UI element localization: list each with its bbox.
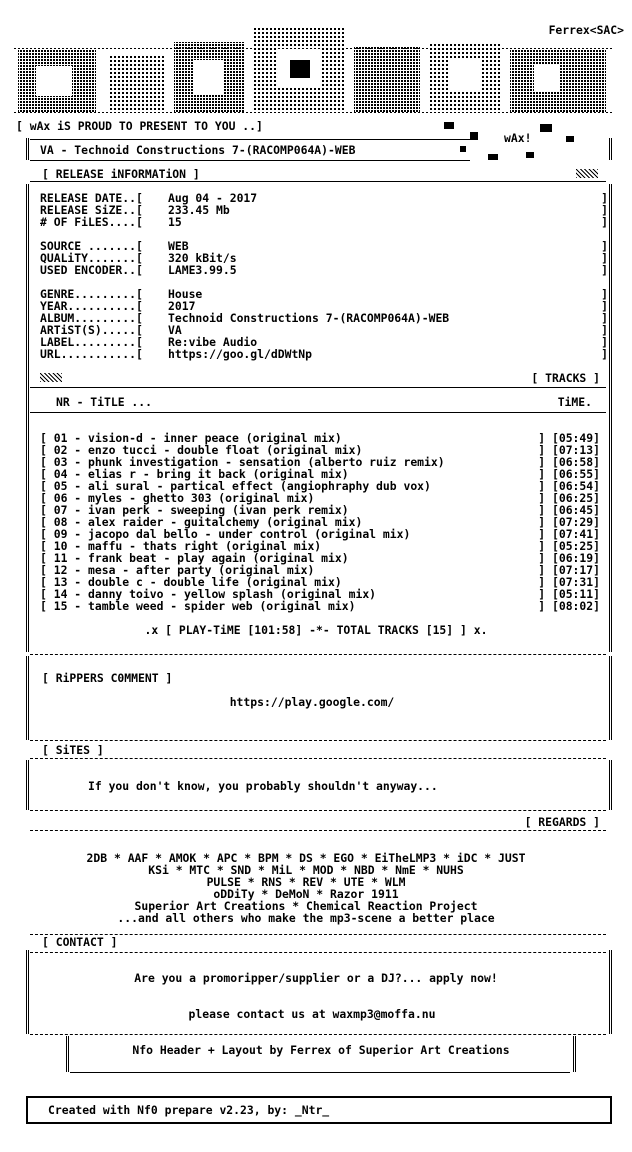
- info-bracket: ]: [601, 335, 608, 349]
- contact-frame: [26, 950, 612, 1034]
- info-value: 2017: [168, 299, 196, 313]
- info-label: GENRE.........[: [40, 287, 143, 301]
- info-value: WEB: [168, 239, 189, 253]
- track-time: ] [05:25]: [538, 539, 600, 553]
- track-time: ] [08:02]: [538, 599, 600, 613]
- release-info-heading: [ RELEASE iNFORMATiON ]: [42, 167, 200, 181]
- contact-line-1: Are you a promoripper/supplier or a DJ?... apply now!: [134, 971, 498, 985]
- track-title: [ 15 - tamble weed - spider web (original mix): [40, 599, 356, 613]
- info-value: House: [168, 287, 203, 301]
- info-label: SOURCE .......[: [40, 239, 143, 253]
- regards-line: ...and all others who make the mp3-scene a better place: [117, 911, 495, 925]
- proud-banner: [ wAx iS PROUD TO PRESENT TO YOU ..]: [16, 119, 263, 133]
- regards-line: PULSE * RNS * REV * UTE * WLM: [206, 875, 406, 889]
- regards-line: 2DB * AAF * AMOK * APC * BPM * DS * EGO * EiTheLMP3 * iDC * JUST: [86, 851, 526, 865]
- track-time: ] [07:31]: [538, 575, 600, 589]
- track-title: [ 11 - frank beat - play again (original mix): [40, 551, 349, 565]
- wax-tag: wAx!: [504, 131, 532, 145]
- layout-credit: Nfo Header + Layout by Ferrex of Superior Art Creations: [132, 1043, 510, 1057]
- track-time: ] [07:13]: [538, 443, 600, 457]
- track-row: [40, 600, 600, 612]
- info-value: LAME3.99.5: [168, 263, 237, 277]
- info-label: QUALiTY.......[: [40, 251, 143, 265]
- comment-heading: [ RiPPERS C0MMENT ]: [42, 671, 173, 685]
- track-time: ] [06:54]: [538, 479, 600, 493]
- track-title: [ 04 - elias r - bring it back (original mix): [40, 467, 349, 481]
- regards-line: KSi * MTC * SND * MiL * MOD * NBD * NmE * NUHS: [148, 863, 464, 877]
- info-bracket: ]: [601, 287, 608, 301]
- track-title: [ 10 - maffu - thats right (original mix): [40, 539, 322, 553]
- info-bracket: ]: [601, 323, 608, 337]
- track-time: ] [06:25]: [538, 491, 600, 505]
- sites-text: If you don't know, you probably shouldn't anyway...: [88, 779, 438, 793]
- info-value: Aug 04 - 2017: [168, 191, 258, 205]
- info-label: URL...........[: [40, 347, 143, 361]
- sites-heading: [ SiTES ]: [42, 743, 104, 757]
- regards-line: oDDiTy * DeMoN * Razor 1911: [213, 887, 399, 901]
- contact-line-2: please contact us at waxmp3@moffa.nu: [188, 1007, 436, 1021]
- info-label: USED ENCODER..[: [40, 263, 143, 277]
- info-label: YEAR..........[: [40, 299, 143, 313]
- track-title: [ 12 - mesa - after party (original mix): [40, 563, 315, 577]
- track-time: ] [06:55]: [538, 467, 600, 481]
- track-time: ] [06:58]: [538, 455, 600, 469]
- info-label: ARTiST(S).....[: [40, 323, 143, 337]
- info-row: [40, 264, 608, 276]
- track-title: [ 09 - jacopo dal bello - under control (original mix): [40, 527, 411, 541]
- info-bracket: ]: [601, 251, 608, 265]
- track-title: [ 13 - double c - double life (original mix): [40, 575, 342, 589]
- track-time: ] [05:11]: [538, 587, 600, 601]
- track-time: ] [06:19]: [538, 551, 600, 565]
- info-bracket: ]: [601, 311, 608, 325]
- track-time: ] [07:29]: [538, 515, 600, 529]
- track-title: [ 14 - danny toivo - yellow splash (original mix): [40, 587, 377, 601]
- regards-line: Superior Art Creations * Chemical Reaction Project: [134, 899, 478, 913]
- track-time: ] [07:17]: [538, 563, 600, 577]
- info-bracket: ]: [601, 263, 608, 277]
- track-time: ] [07:41]: [538, 527, 600, 541]
- contact-heading: [ CONTACT ]: [42, 935, 118, 949]
- track-title: [ 01 - vision-d - inner peace (original mix): [40, 431, 342, 445]
- info-label: ALBUM.........[: [40, 311, 143, 325]
- track-time: ] [06:45]: [538, 503, 600, 517]
- header-credit: Ferrex<SAC>: [548, 23, 624, 37]
- comment-text: https://play.google.com/: [229, 695, 395, 709]
- info-label: # OF FiLES....[: [40, 215, 143, 229]
- track-title: [ 02 - enzo tucci - double float (original mix): [40, 443, 363, 457]
- created-with: Created with Nf0 prepare v2.23, by: _Ntr_: [48, 1103, 330, 1117]
- release-title: VA - Technoid Constructions 7-(RACOMP064A)-WEB: [40, 143, 356, 157]
- tracks-heading: [ TRACKS ]: [531, 371, 600, 385]
- shade-block-icon: [40, 373, 62, 382]
- info-value: 320 kBit/s: [168, 251, 237, 265]
- col-title: NR - TiTLE ...: [56, 395, 153, 409]
- col-time: TiME.: [557, 395, 592, 409]
- track-title: [ 08 - alex raider - guitalchemy (original mix): [40, 515, 363, 529]
- track-title: [ 07 - ivan perk - sweeping (ivan perk remix): [40, 503, 349, 517]
- info-bracket: ]: [601, 191, 608, 205]
- wax-ascii-logo: [14, 20, 614, 120]
- track-title: [ 06 - myles - ghetto 303 (original mix): [40, 491, 315, 505]
- info-value: Technoid Constructions 7-(RACOMP064A)-WEB: [168, 311, 450, 325]
- info-row: [40, 216, 608, 228]
- info-bracket: ]: [601, 203, 608, 217]
- track-title: [ 05 - ali sural - partical effect (angiophraphy dub vox): [40, 479, 431, 493]
- track-list: [40, 432, 600, 612]
- info-value: 233.45 Mb: [168, 203, 230, 217]
- release-info-list: [40, 192, 608, 360]
- info-label: RELEASE SiZE..[: [40, 203, 143, 217]
- regards-heading: [ REGARDS ]: [524, 815, 600, 829]
- info-label: RELEASE DATE..[: [40, 191, 143, 205]
- info-value: Re:vibe Audio: [168, 335, 258, 349]
- info-value: https://goo.gl/dDWtNp: [168, 347, 313, 361]
- info-value: 15: [168, 215, 182, 229]
- info-value: VA: [168, 323, 182, 337]
- info-row: [40, 348, 608, 360]
- info-bracket: ]: [601, 299, 608, 313]
- info-bracket: ]: [601, 239, 608, 253]
- track-title: [ 03 - phunk investigation - sensation (alberto ruiz remix): [40, 455, 445, 469]
- tracks-summary: .x [ PLAY-TiME [101:58] -*- TOTAL TRACKS [15] ] x.: [144, 623, 488, 637]
- info-bracket: ]: [601, 347, 608, 361]
- info-bracket: ]: [601, 215, 608, 229]
- track-time: ] [05:49]: [538, 431, 600, 445]
- shade-block-icon: [576, 169, 598, 178]
- info-label: LABEL.........[: [40, 335, 143, 349]
- regards-list: [0, 852, 612, 924]
